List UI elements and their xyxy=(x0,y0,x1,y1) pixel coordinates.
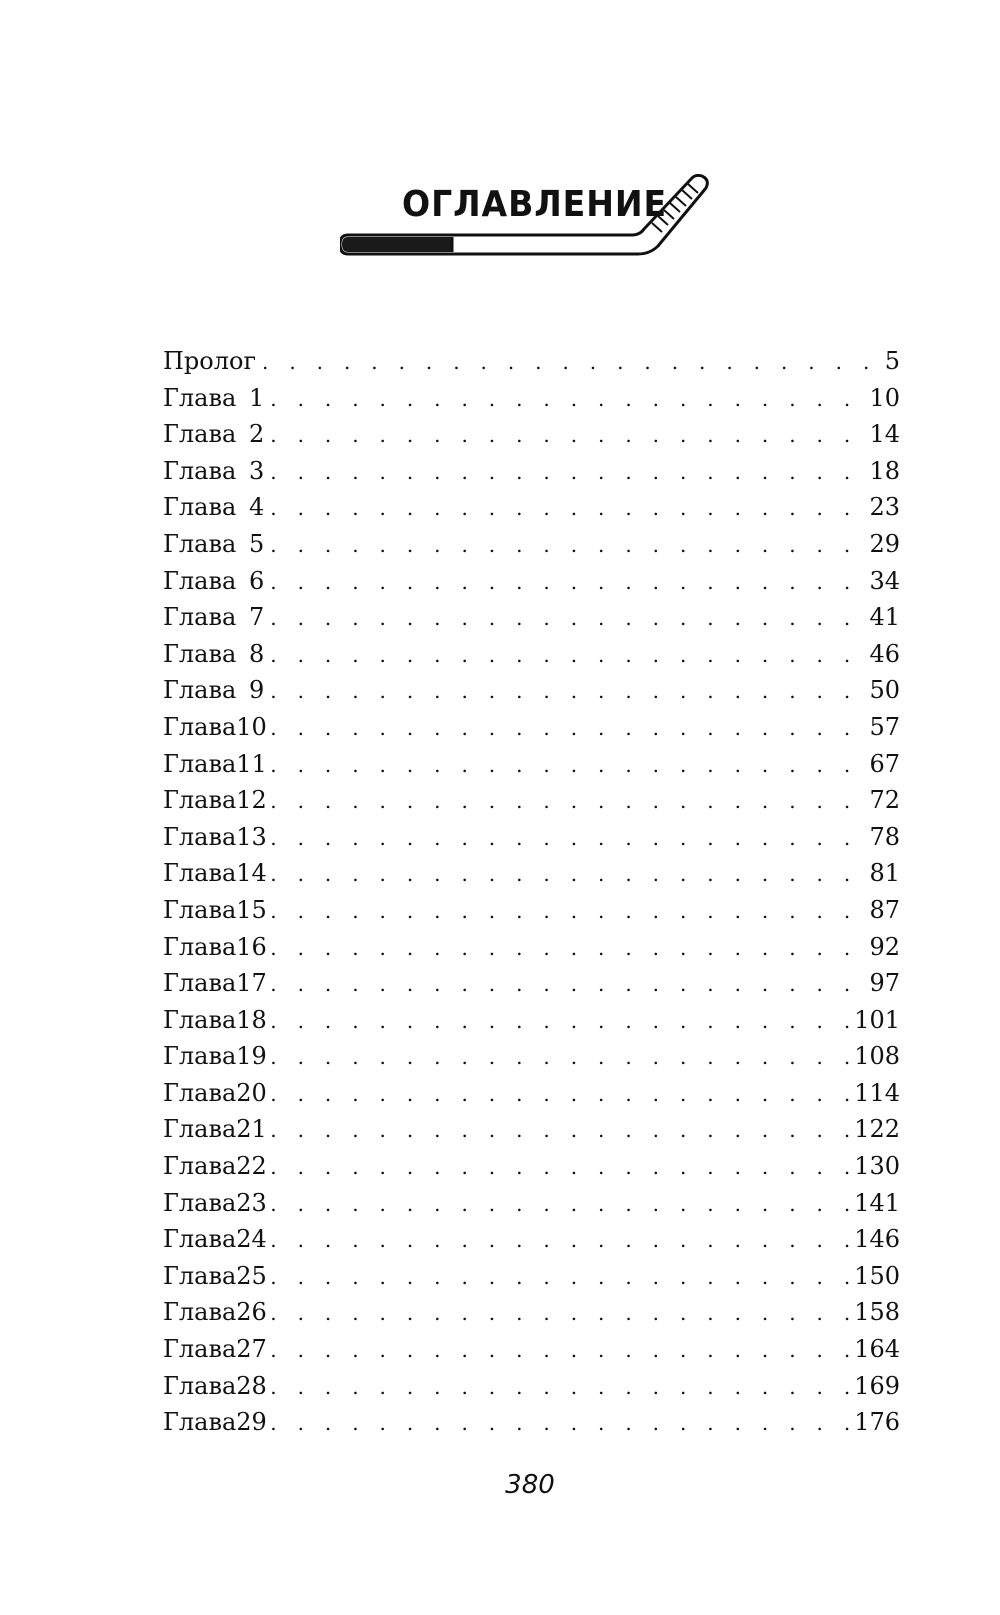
toc-entry-label xyxy=(163,782,267,819)
toc-dot-leader xyxy=(270,673,867,710)
toc-entry-page: 14 xyxy=(869,420,900,449)
toc-entry xyxy=(163,1221,900,1258)
toc-entry xyxy=(163,1404,900,1441)
toc-dot-leader xyxy=(270,1112,852,1149)
toc-entry-page: 50 xyxy=(869,676,900,705)
toc-entry-number: 19 xyxy=(236,1042,267,1071)
toc-entry-page: 108 xyxy=(854,1042,900,1071)
toc-dot-leader xyxy=(270,637,867,674)
toc-entry-label xyxy=(163,1221,267,1258)
toc-entry-label xyxy=(163,1148,267,1185)
toc-entry-label xyxy=(163,453,264,490)
toc-entry-page: 122 xyxy=(854,1115,900,1144)
toc-entry-number: 1 xyxy=(248,383,265,412)
toc-entry xyxy=(163,892,900,929)
toc-entry-page: 78 xyxy=(869,822,900,851)
toc-entry-page: 46 xyxy=(869,639,900,668)
toc-entry-label xyxy=(163,929,267,966)
toc-entry-number: 9 xyxy=(248,676,265,705)
toc-entry-page: 87 xyxy=(869,895,900,924)
toc-entry-prefix: Глава xyxy=(163,969,237,998)
toc-dot-leader xyxy=(270,600,867,637)
toc-entry xyxy=(163,965,900,1002)
toc-entry-label xyxy=(163,636,264,673)
toc-entry-prefix: Глава xyxy=(163,1298,237,1327)
toc-entry-prefix: Глава xyxy=(163,822,237,851)
toc-entry-label xyxy=(163,1404,267,1441)
toc-entry-page: 169 xyxy=(854,1371,900,1400)
page-number: 380 xyxy=(505,1470,555,1500)
toc-entry-prefix: Глава xyxy=(163,1408,237,1437)
toc-dot-leader xyxy=(270,1186,852,1223)
toc-entry-page: 101 xyxy=(854,1005,900,1034)
toc-entry-prefix: Глава xyxy=(163,786,237,815)
toc-entry-prefix: Глава xyxy=(163,1152,237,1181)
toc-entry xyxy=(163,1111,900,1148)
toc-entry xyxy=(163,855,900,892)
toc-entry-label xyxy=(163,1368,267,1405)
toc-title: ОГЛАВЛЕНИЕ xyxy=(402,184,668,225)
toc-entry-label xyxy=(163,343,256,380)
toc-entry xyxy=(163,1258,900,1295)
toc-entry-number: 15 xyxy=(236,895,267,924)
toc-entry-label xyxy=(163,965,267,1002)
toc-entry xyxy=(163,1002,900,1039)
toc-entry-prefix: Глава xyxy=(163,1042,237,1071)
toc-entry-page: 92 xyxy=(869,932,900,961)
toc-entry-prefix: Глава xyxy=(163,1225,237,1254)
toc-entry-prefix: Глава xyxy=(163,529,237,558)
toc-entry-number: 5 xyxy=(248,529,265,558)
toc-entry-number: 21 xyxy=(236,1115,267,1144)
toc-entry-prefix: Глава xyxy=(163,895,237,924)
toc-entry-prefix: Глава xyxy=(163,493,237,522)
toc-entry-number: 14 xyxy=(236,859,267,888)
toc-entry-page: 81 xyxy=(869,859,900,888)
toc-entry xyxy=(163,343,900,380)
toc-entry-number: 29 xyxy=(236,1408,267,1437)
toc-entry-label xyxy=(163,1002,267,1039)
toc-entry-number: 3 xyxy=(248,456,265,485)
toc-dot-leader xyxy=(270,1295,852,1332)
toc-entry-page: 5 xyxy=(884,347,900,375)
toc-dot-leader xyxy=(270,856,867,893)
toc-dot-leader xyxy=(270,1076,852,1113)
toc-entry-number: 11 xyxy=(236,749,267,778)
toc-entry-number: 28 xyxy=(236,1371,267,1400)
toc-entry xyxy=(163,782,900,819)
toc-entry-number: 18 xyxy=(236,1005,267,1034)
toc-entry-page: 141 xyxy=(854,1188,900,1217)
toc-entry-number: 2 xyxy=(248,420,265,449)
toc-entry-prefix: Глава xyxy=(163,1005,237,1034)
toc-dot-leader xyxy=(270,747,867,784)
toc-entry xyxy=(163,599,900,636)
toc-entry xyxy=(163,929,900,966)
toc-entry-number: 24 xyxy=(236,1225,267,1254)
toc-entry xyxy=(163,1368,900,1405)
toc-entry-number: 25 xyxy=(236,1261,267,1290)
toc-entry-label xyxy=(163,672,264,709)
toc-entry-label xyxy=(163,489,264,526)
toc-entry-label xyxy=(163,1075,267,1112)
toc-entry-number: 4 xyxy=(248,493,265,522)
toc-entry-page: 67 xyxy=(869,749,900,778)
toc-dot-leader xyxy=(270,490,867,527)
toc-dot-leader xyxy=(270,564,867,601)
toc-entry xyxy=(163,563,900,600)
toc-entry-prefix: Глава xyxy=(163,1335,237,1364)
toc-entry-page: 18 xyxy=(869,456,900,485)
toc-dot-leader xyxy=(270,454,867,491)
toc-dot-leader xyxy=(270,710,867,747)
toc-entry-number: 23 xyxy=(236,1188,267,1217)
toc-dot-leader xyxy=(270,783,867,820)
toc-entry xyxy=(163,380,900,417)
toc-dot-leader xyxy=(270,1332,852,1369)
toc-entry-label xyxy=(163,1258,267,1295)
toc-entry xyxy=(163,453,900,490)
toc-entry-label xyxy=(163,1038,267,1075)
toc-entry xyxy=(163,1294,900,1331)
toc-dot-leader xyxy=(270,1369,852,1406)
toc-entry-label xyxy=(163,1111,267,1148)
toc-entry-page: 176 xyxy=(854,1408,900,1437)
toc-entry-number: 12 xyxy=(236,786,267,815)
toc-entry-label xyxy=(163,1294,267,1331)
toc-entry-label xyxy=(163,819,267,856)
toc-entry-page: 158 xyxy=(854,1298,900,1327)
toc-dot-leader xyxy=(270,1149,852,1186)
toc-dot-leader xyxy=(270,1003,852,1040)
toc-entry-page: 164 xyxy=(854,1335,900,1364)
toc-entry-prefix: Глава xyxy=(163,1371,237,1400)
toc-entry xyxy=(163,1038,900,1075)
toc-entry xyxy=(163,1185,900,1222)
toc-entry-label xyxy=(163,1185,267,1222)
toc-entry-page: 150 xyxy=(854,1261,900,1290)
toc-entry-prefix: Глава xyxy=(163,566,237,595)
toc-entry-label xyxy=(163,709,267,746)
toc-dot-leader xyxy=(270,527,867,564)
toc-entry-number: 13 xyxy=(236,822,267,851)
toc-dot-leader xyxy=(270,893,867,930)
toc-entry-number: 22 xyxy=(236,1152,267,1181)
toc-dot-leader xyxy=(270,1039,852,1076)
toc-entry xyxy=(163,489,900,526)
toc-entry xyxy=(163,709,900,746)
toc-dot-leader xyxy=(262,344,883,381)
toc-entry-page: 29 xyxy=(869,529,900,558)
toc-entry-number: 27 xyxy=(236,1335,267,1364)
toc-entry-page: 41 xyxy=(869,603,900,632)
toc-entry-prefix: Глава xyxy=(163,1078,237,1107)
toc-entry-page: 34 xyxy=(869,566,900,595)
toc-entry xyxy=(163,746,900,783)
toc-entry-prefix: Глава xyxy=(163,1115,237,1144)
toc-entry-number: 20 xyxy=(236,1078,267,1107)
toc-dot-leader xyxy=(270,1259,852,1296)
toc-entry-prefix: Глава xyxy=(163,1261,237,1290)
toc-entry-prefix: Глава xyxy=(163,456,237,485)
toc-entry-page: 97 xyxy=(869,969,900,998)
toc-entry-prefix: Глава xyxy=(163,749,237,778)
toc-entry-prefix: Глава xyxy=(163,420,237,449)
toc-entry-prefix: Глава xyxy=(163,676,237,705)
toc-dot-leader xyxy=(270,820,867,857)
toc-entry-label xyxy=(163,1331,267,1368)
toc-entry-number: 7 xyxy=(248,603,265,632)
toc-entry xyxy=(163,819,900,856)
toc-entry-label xyxy=(163,416,264,453)
toc-dot-leader xyxy=(270,381,867,418)
toc-entry-number: 26 xyxy=(236,1298,267,1327)
table-of-contents xyxy=(163,343,900,1441)
toc-entry-number: 10 xyxy=(236,712,267,741)
toc-entry-label xyxy=(163,746,267,783)
toc-entry-prefix: Глава xyxy=(163,1188,237,1217)
toc-entry-label xyxy=(163,563,264,600)
toc-entry-label xyxy=(163,526,264,563)
toc-entry-prefix: Пролог xyxy=(163,347,257,375)
toc-entry-label xyxy=(163,599,264,636)
toc-entry-prefix: Глава xyxy=(163,932,237,961)
toc-entry xyxy=(163,416,900,453)
toc-entry-number: 6 xyxy=(248,566,265,595)
toc-entry xyxy=(163,1331,900,1368)
toc-entry-page: 57 xyxy=(869,712,900,741)
toc-dot-leader xyxy=(270,930,867,967)
toc-dot-leader xyxy=(270,1405,852,1442)
toc-entry-label xyxy=(163,855,267,892)
toc-entry-page: 146 xyxy=(854,1225,900,1254)
toc-entry-page: 130 xyxy=(854,1152,900,1181)
toc-entry-label xyxy=(163,892,267,929)
toc-entry-label xyxy=(163,380,264,417)
toc-entry-number: 16 xyxy=(236,932,267,961)
toc-dot-leader xyxy=(270,1222,852,1259)
toc-entry-number: 17 xyxy=(236,969,267,998)
toc-entry-page: 72 xyxy=(869,786,900,815)
toc-entry xyxy=(163,672,900,709)
toc-header xyxy=(340,172,720,267)
toc-entry xyxy=(163,636,900,673)
toc-dot-leader xyxy=(270,966,867,1003)
toc-entry-prefix: Глава xyxy=(163,639,237,668)
toc-entry-prefix: Глава xyxy=(163,859,237,888)
toc-entry xyxy=(163,1148,900,1185)
toc-entry xyxy=(163,1075,900,1112)
toc-entry xyxy=(163,526,900,563)
toc-entry-page: 114 xyxy=(854,1078,900,1107)
toc-dot-leader xyxy=(270,417,867,454)
toc-entry-page: 10 xyxy=(869,383,900,412)
toc-entry-page: 23 xyxy=(869,493,900,522)
toc-entry-prefix: Глава xyxy=(163,712,237,741)
toc-entry-number: 8 xyxy=(248,639,265,668)
toc-entry-prefix: Глава xyxy=(163,603,237,632)
toc-entry-prefix: Глава xyxy=(163,383,237,412)
